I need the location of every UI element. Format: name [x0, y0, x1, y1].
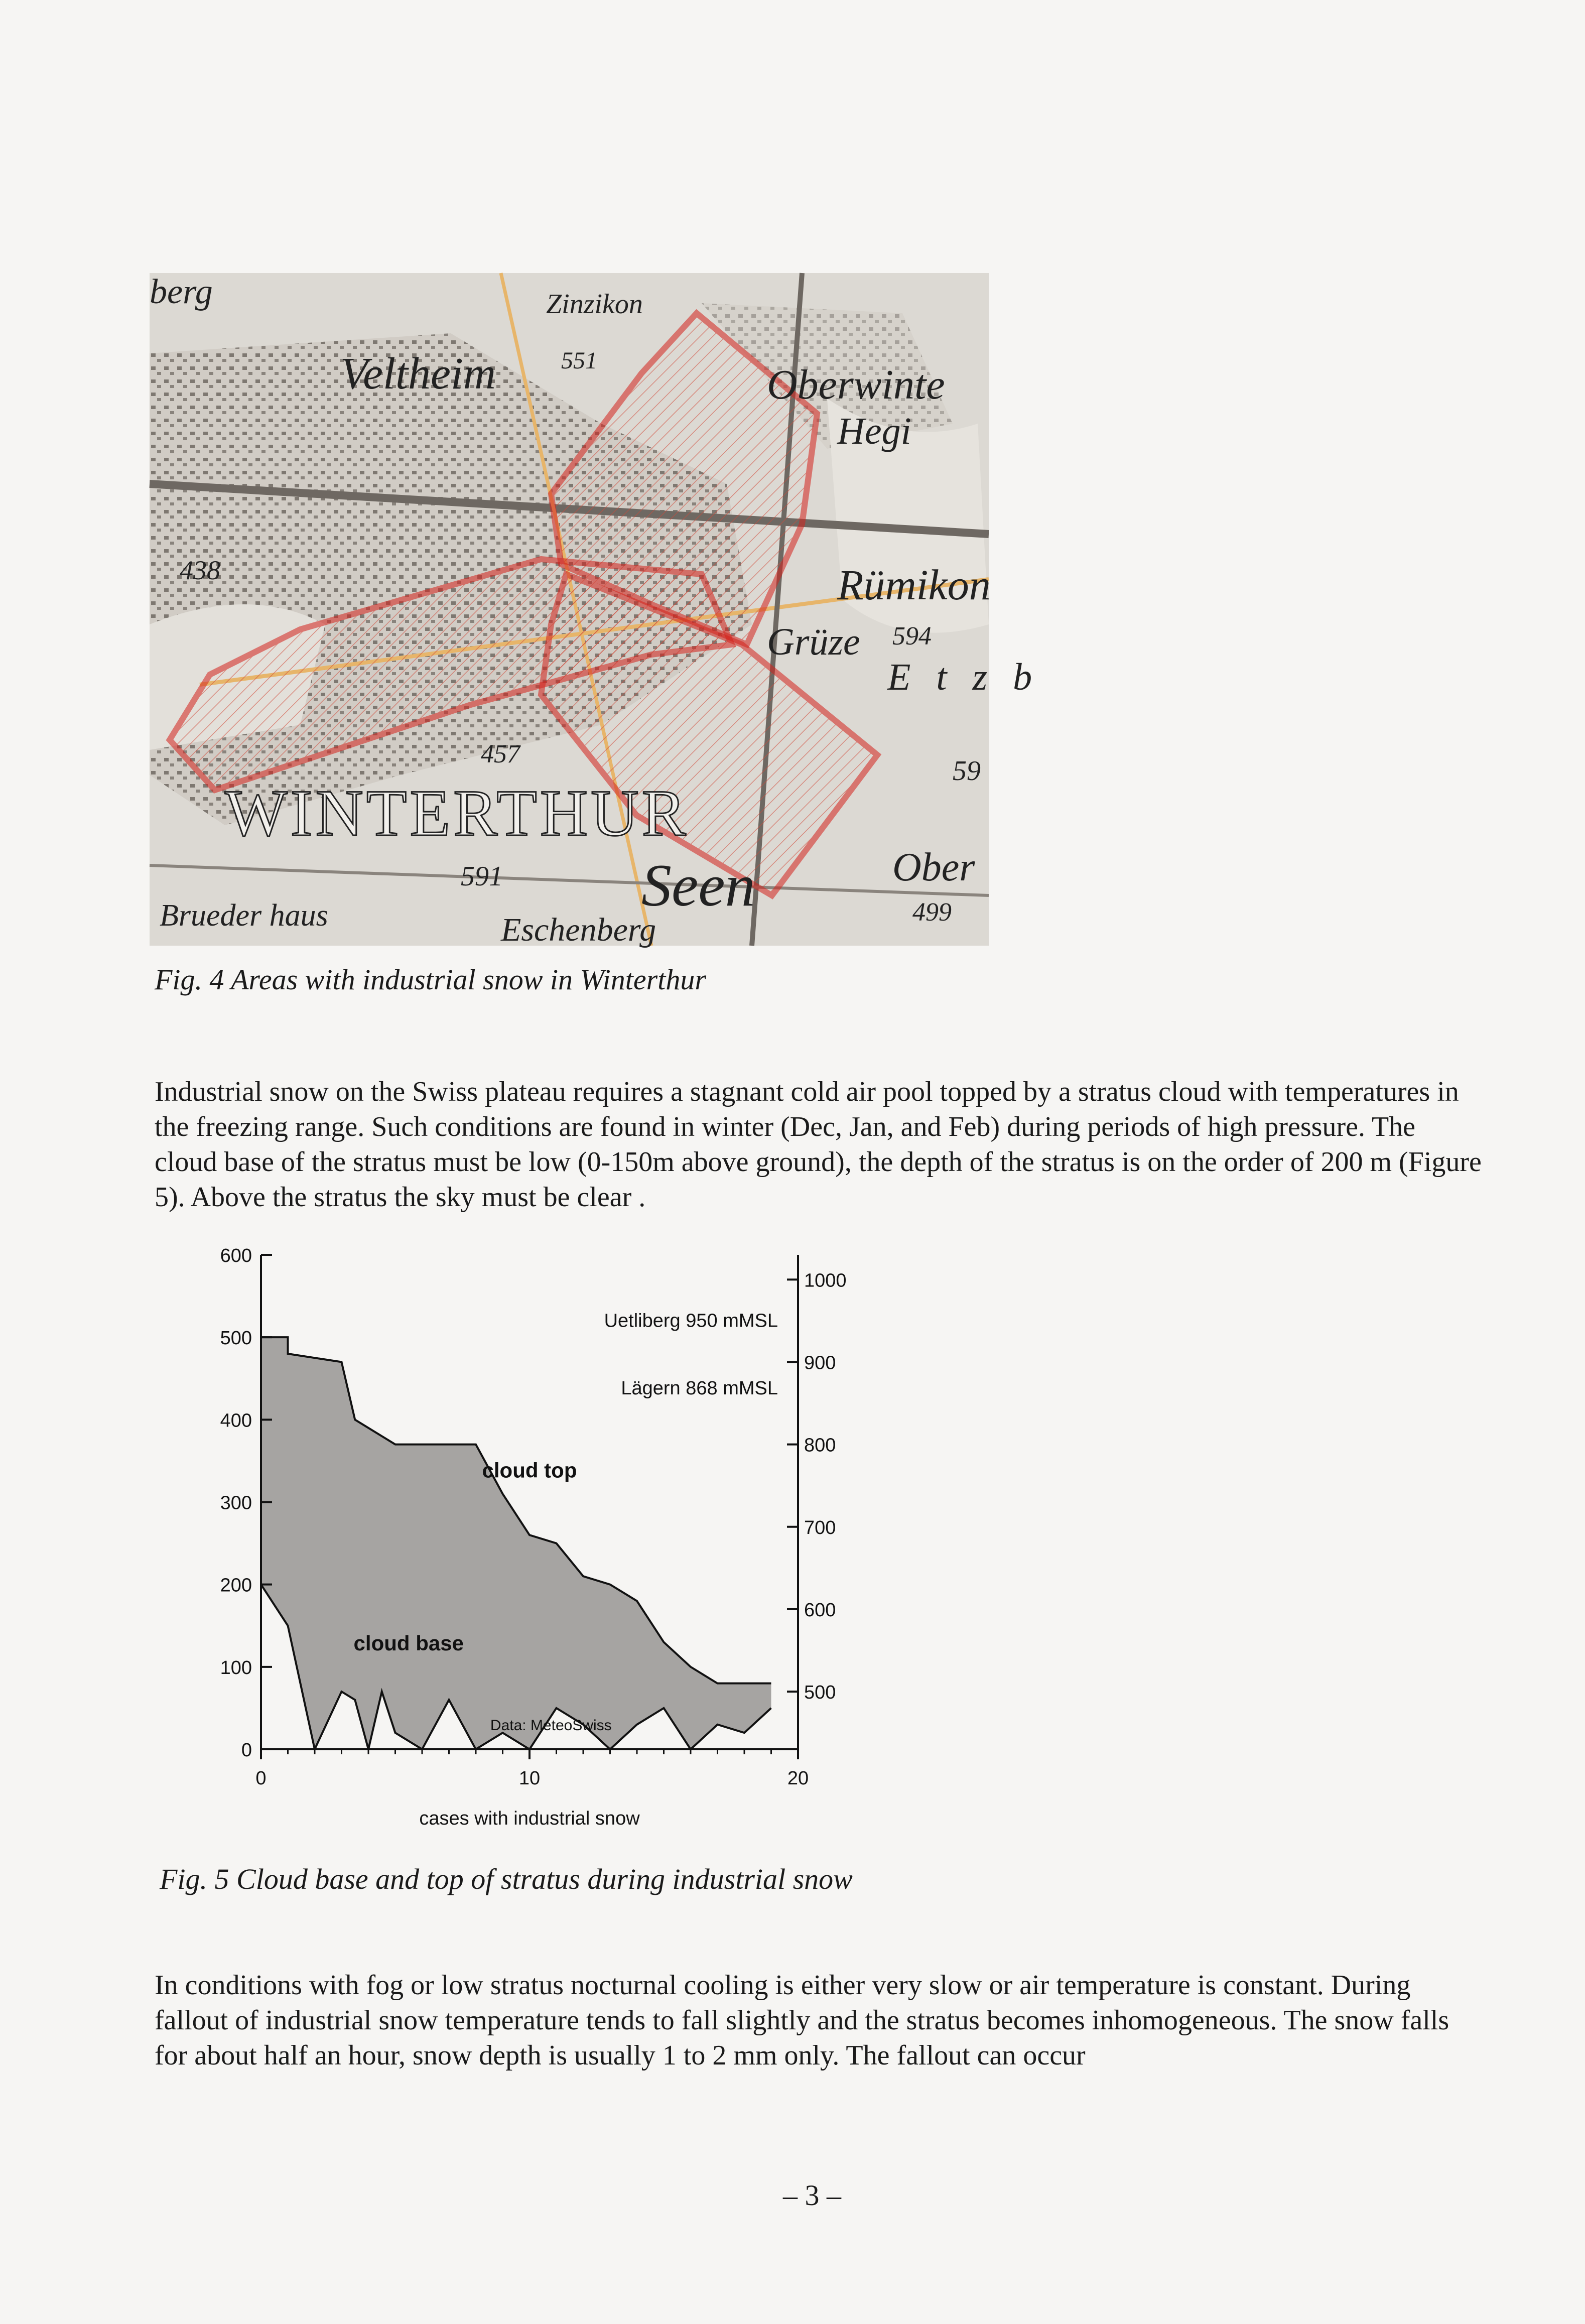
- svg-text:berg: berg: [150, 273, 213, 311]
- y-right-tick-label: 800: [804, 1435, 836, 1456]
- y-right-tick-label: 600: [804, 1599, 836, 1621]
- y-left-tick-label: 0: [241, 1740, 252, 1761]
- annotation-uetliberg: Uetliberg 950 mMSL: [604, 1310, 778, 1332]
- svg-text:59: 59: [953, 755, 981, 787]
- x-axis-label: cases with industrial snow: [419, 1808, 640, 1829]
- svg-text:438: 438: [180, 555, 220, 585]
- svg-text:591: 591: [461, 861, 503, 892]
- svg-text:Grüze: Grüze: [767, 621, 860, 663]
- svg-text:Ober: Ober: [892, 845, 975, 889]
- y-right-tick-label: 1000: [804, 1270, 847, 1292]
- svg-text:457: 457: [481, 740, 520, 768]
- page-number: – 3 –: [783, 2179, 841, 2212]
- map-graphic: [150, 273, 1040, 948]
- svg-text:594: 594: [892, 622, 932, 651]
- y-left-tick-label: 100: [220, 1657, 252, 1679]
- svg-text:Oberwinte: Oberwinte: [767, 361, 945, 408]
- map-label-zinzikon: Zinzikon: [546, 289, 643, 320]
- paragraph-2-text: In conditions with fog or low stratus nocturnal cooling is either very slow or air temperature is constant. During fallout of industrial snow temperature tends to fall slightly and the stratus becomes inhomogeneous. The snow falls for about half an hour, snow depth is usually 1 to 2 mm only. The fallout can occur: [155, 1970, 1449, 2071]
- y-right-tick-label: 700: [804, 1517, 836, 1538]
- y-left-tick-label: 400: [220, 1410, 252, 1432]
- x-tick-label: 20: [787, 1768, 809, 1789]
- y-left-tick-label: 200: [220, 1575, 252, 1596]
- y-left-tick-label: 500: [220, 1328, 252, 1349]
- svg-text:E t z b: E t z b: [887, 656, 1040, 698]
- y-left-tick-label: 300: [220, 1492, 252, 1514]
- svg-text:499: 499: [912, 898, 952, 927]
- x-tick-label: 10: [518, 1768, 541, 1789]
- paragraph-1-text: Industrial snow on the Swiss plateau requires a stagnant cold air pool topped by a stratus cloud with temperatures in the freezing range. Such conditions are found in winter (Dec, Jan, and Feb) during periods of high pressure. The cloud base of the stratus must be low (0-150m above ground), the depth of the stratus is on the order of 200 m (Figure 5). Above the stratus the sky must be clear .: [155, 1076, 1482, 1213]
- annotation-cloud-top: cloud top: [482, 1458, 577, 1482]
- svg-text:551: 551: [561, 347, 597, 374]
- y-right-tick-label: 900: [804, 1352, 836, 1374]
- paragraph-2: [155, 1968, 1485, 2073]
- svg-text:Seen: Seen: [641, 852, 755, 919]
- cloud-chart: [211, 1235, 873, 1827]
- y-left-tick-label: 600: [220, 1245, 252, 1266]
- industrial-snow-map: [150, 273, 1040, 948]
- svg-text:WINTERTHUR: WINTERTHUR: [225, 776, 689, 850]
- cloud-layer-area: [261, 1337, 771, 1749]
- figure4-caption: Fig. 4 Areas with industrial snow in Winterthur: [155, 963, 706, 996]
- svg-text:Rümikon: Rümikon: [837, 561, 991, 609]
- figure5-caption: Fig. 5 Cloud base and top of stratus during industrial snow: [160, 1863, 853, 1895]
- cloud-chart-svg: [211, 1235, 873, 1827]
- svg-text:Eschenberg: Eschenberg: [501, 912, 656, 948]
- svg-text:Hegi: Hegi: [837, 410, 911, 452]
- annotation-cloud-base: cloud base: [353, 1631, 464, 1655]
- paragraph-1: [155, 1074, 1485, 1215]
- svg-text:Veltheim: Veltheim: [340, 349, 496, 399]
- y-right-tick-label: 500: [804, 1682, 836, 1704]
- x-tick-label: 0: [255, 1768, 267, 1789]
- annotation-lagern: Lägern 868 mMSL: [621, 1377, 778, 1399]
- svg-text:Brueder haus: Brueder haus: [160, 898, 328, 933]
- annotation-source: Data: MeteoSwiss: [490, 1717, 612, 1734]
